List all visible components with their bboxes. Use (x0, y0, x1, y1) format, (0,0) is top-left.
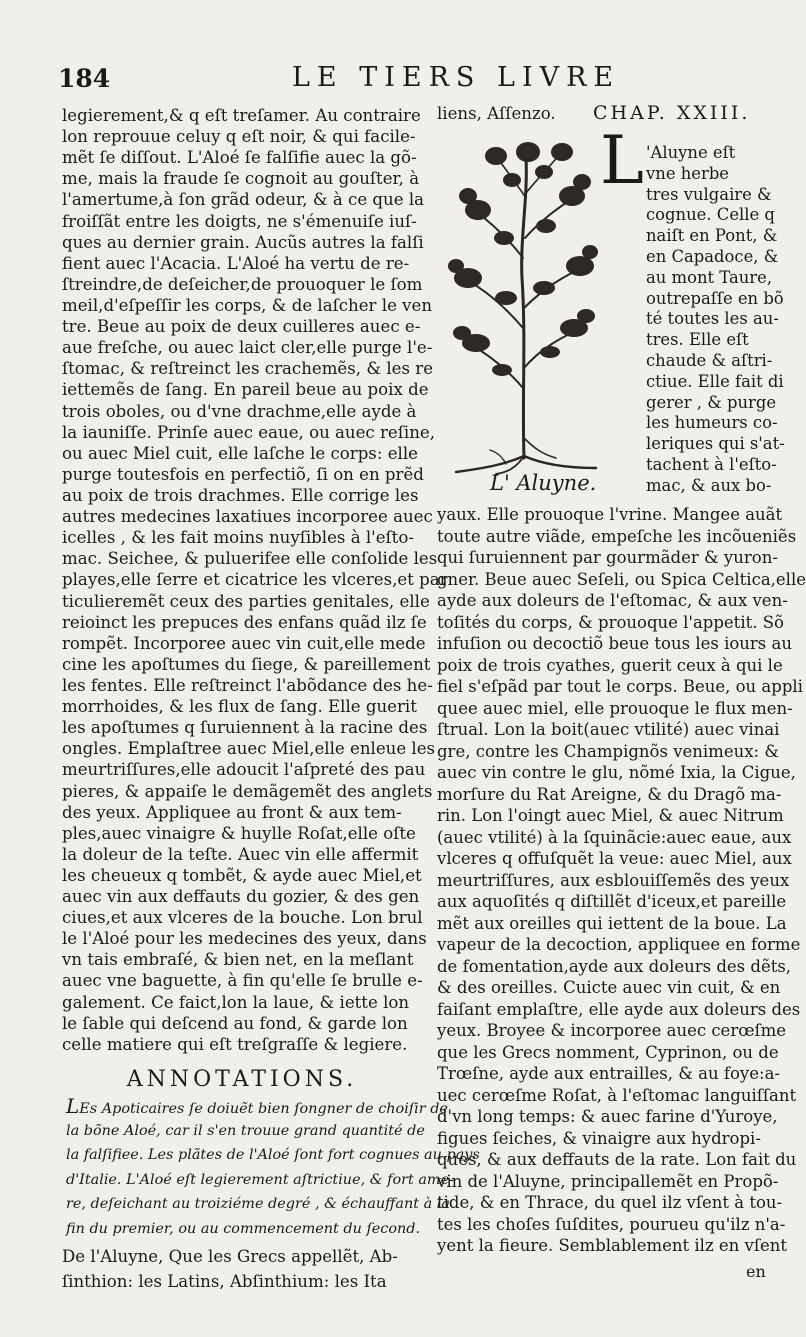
text-line: LEs Apoticaires ſe doiuẽt bien ſongner de choiſir de (66, 1094, 448, 1118)
text-line: ou auec Miel cuit, elle laſche le corps: elle (62, 443, 418, 463)
text-line: toſités du corps, & prouoque l'appetit. Sõ (437, 612, 784, 632)
text-line: meurtriſſures, aux esblouiſſemẽs des yeux (437, 870, 790, 890)
text-line: ſtreindre,de deſeicher,de prouoquer le ſom (62, 274, 423, 294)
chapter-dropcap: L (600, 122, 644, 199)
text-line: tre. Beue au poix de deux cuilleres auec e- (62, 317, 421, 337)
text-line: 'Aluyne eſt (646, 143, 736, 162)
text-line: au mont Taure, (646, 267, 773, 287)
text-line: purge toutesfois en perfectiõ, ſi on en prẽd (62, 464, 424, 484)
text-line: la doleur de la teſte. Auec vin elle affermit (62, 844, 419, 864)
annotations-title: ANNOTATIONS. (126, 1067, 358, 1092)
text-line: les cheueux q tombẽt, & ayde auec Miel,et (62, 865, 422, 885)
text-line: tide, & en Thrace, du quel ilz vſent à tou- (437, 1193, 783, 1212)
figure-caption: L' Aluyne. (490, 471, 597, 495)
text-line: infuſion ou decoctiõ beue tous les iours au (437, 634, 792, 653)
text-line: de fomentation,ayde aux doleurs des dẽts, (437, 956, 792, 976)
text-line: me, mais la fraude ſe cognoit au gouſter, à (62, 169, 420, 189)
page-number: 184 (58, 64, 111, 93)
text-line: ſtomac, & reſtreinct les crachemẽs, & les re (62, 359, 434, 379)
text-line: iettemẽs de ſang. En pareil beue au poix de (62, 380, 429, 400)
text-line: playes,elle ſerre et cicatrice les vlceres,et par (62, 570, 448, 590)
text-line: aue freſche, ou auec laict cler,elle purge l'e- (62, 338, 433, 358)
text-line: pieres, & appaiſe le demãgemẽt des anglets (62, 781, 433, 801)
text-line: vin de l'Aluyne, principallemẽt en Propõ- (437, 1171, 779, 1191)
text-line: mẽt ſe diſſout. L'Aloé ſe falſifie auec la gõ- (62, 148, 417, 168)
text-line: ques, & aux deffauts de la rate. Lon fait du (437, 1150, 797, 1169)
page-header (58, 58, 770, 98)
text-line: tachent à l'eſto- (646, 454, 777, 474)
annotations-block (66, 1094, 480, 1242)
text-line: que les Grecs nomment, Cyprinon, ou de (437, 1042, 779, 1062)
right-column (437, 503, 806, 1256)
text-line: ples,auec vinaigre & huylle Roſat,elle oſte (62, 823, 416, 843)
text-line: autres medecines laxatiues incorporee auec (62, 507, 433, 527)
text-line: fin du premier, ou au commencement du ſecond. (66, 1220, 421, 1237)
text-line: cine les apoſtumes du ſiege, & pareillement (62, 654, 431, 674)
text-line: icelles , & les fait moins nuyſibles à l'eſto- (62, 528, 414, 548)
wormwood-woodcut (446, 138, 598, 498)
text-line: en Capadoce, & (646, 246, 779, 266)
text-line: legierement,& q eſt treſamer. Au contraire (62, 106, 421, 125)
text-line: auec vin contre le glu, nõmé Ixia, la Cigue, (437, 763, 796, 782)
text-line: lon reprouue celuy q eſt noir, & qui facile- (62, 127, 416, 147)
text-line: morſure du Rat Areigne, & du Dragõ ma- (437, 784, 782, 804)
text-line: ticulieremẽt ceux des parties genitales, elle (62, 591, 430, 611)
text-line: chaude & aſtri- (646, 350, 773, 370)
text-line: ques au dernier grain. Aucũs autres la falſi (62, 232, 424, 252)
text-line: morrhoides, & les flux de ſang. Elle guerit (62, 697, 417, 717)
text-line: aux aquoſités q diſtillẽt d'iceux,et pareille (437, 892, 787, 911)
text-line: rompẽt. Incorporee auec vin cuit,elle mede (62, 633, 426, 653)
chapter-heading: CHAP. XXIII. (593, 102, 751, 124)
text-line: toute autre viãde, empeſche les incõueniẽs (437, 526, 797, 546)
text-line: qui ſuruiennent par gourmãder & yuron- (437, 548, 778, 567)
text-line: trois oboles, ou d'vne drachme,elle ayde à (62, 401, 417, 421)
text-line: vne herbe (646, 163, 730, 183)
text-line: outrepaſſe en bõ (646, 288, 784, 308)
text-line: yeux. Broyee & incorporee auec cerœſme (437, 1021, 787, 1040)
text-line: des yeux. Appliquee au front & aux tem- (62, 802, 402, 822)
left-column (62, 104, 448, 1054)
text-line: mẽt aux oreilles qui iettent de la boue. La (437, 913, 787, 933)
text-line: les humeurs co- (646, 413, 778, 433)
text-line: poix de trois cyathes, guerit ceux à qui le (437, 655, 783, 675)
text-line: faiſant emplaſtre, elle ayde aux doleurs des (437, 999, 801, 1019)
text-line: cognue. Celle q (646, 205, 775, 225)
text-line: mac. Seichee, & puluerifee elle conſolide les (62, 549, 438, 569)
text-line: ciues,et aux vlceres de la bouche. Lon brul (62, 908, 423, 928)
text-line: l'amertume,à ſon grãd odeur, & à ce que la (62, 190, 425, 210)
text-line: le l'Aloé pour les medecines des yeux, dans (62, 929, 427, 949)
text-line: gerer , & purge (646, 392, 777, 412)
text-line: au poix de trois drachmes. Elle corrige les (62, 485, 419, 505)
text-line: les apoſtumes q ſuruiennent à la racine des (62, 718, 428, 738)
text-line: yaux. Elle prouoque l'vrine. Mangee auãt (437, 505, 783, 524)
text-line: vn tais embraſé, & bien net, en la meſlant (62, 950, 414, 970)
text-line: froiſſãt entre les doigts, ne s'émenuiſe iuſ- (62, 211, 417, 231)
text-line: leriques qui s'at- (646, 434, 785, 454)
text-line: tres. Elle eſt (646, 330, 749, 350)
right-narrow-column (646, 141, 785, 495)
text-line: vlceres q offuſquẽt la veue: auec Miel, aux (437, 849, 792, 868)
running-head: LE TIERS LIVRE (292, 62, 621, 93)
left-bottom-lines (62, 1245, 422, 1295)
text-line: Trœſne, ayde aux entrailles, & au foye:a- (437, 1064, 780, 1083)
text-line: ſinthion: les Latins, Abſinthium: les Ita (62, 1271, 387, 1291)
annotations-dropcap-inline: L (66, 1094, 80, 1118)
text-line: fiel s'eſpãd par tout le corps. Beue, ou appli (437, 677, 803, 696)
text-line: ſtrual. Lon la boit(auec vtilité) auec vinai (437, 720, 780, 739)
text-line: tres vulgaire & (646, 184, 772, 204)
text-line: uec cerœſme Roſat, à l'eſtomac languiſſant (437, 1085, 797, 1105)
wormwood-plant-illustration (446, 138, 598, 473)
text-line: rin. Lon l'oingt auec Miel, & auec Nitrum (437, 806, 784, 825)
text-line: re, deſeichant au troiziéme degré , & échauffant à la (66, 1196, 450, 1213)
text-line: ctiue. Elle fait di (646, 371, 784, 391)
text-line: naiſt en Pont, & (646, 226, 778, 246)
text-line: figues ſeiches, & vinaigre aux hydropi- (437, 1128, 761, 1148)
text-line: quee auec miel, elle prouoque le flux men- (437, 698, 793, 718)
text-line: vapeur de la decoction, appliquee en forme (437, 935, 801, 954)
text-line: té toutes les au- (646, 309, 779, 329)
text-line: reioinct les prepuces des enfans quãd ilz ſe (62, 612, 427, 632)
text-line: meurtriſſures,elle adoucit l'aſpreté des pau (62, 760, 426, 780)
text-line: les fentes. Elle reſtreinct l'abõdance des he- (62, 675, 433, 695)
text-line: ayde aux doleurs de l'eſtomac, & aux ven- (437, 591, 788, 610)
text-line: mac, & aux bo- (646, 475, 772, 495)
text-line: (auec vtilité) à la ſquinãcie:auec eaue, aux (437, 827, 792, 847)
catchword: en (746, 1262, 766, 1281)
text-line: la iauniſſe. Prinſe auec eaue, ou auec reſine, (62, 422, 435, 442)
text-line: & des oreilles. Cuicte auec vin cuit, & en (437, 978, 781, 997)
text-line: le ſable qui deſcend au fond, & garde lon (62, 1013, 408, 1033)
text-line: celle matiere qui eſt treſgraſſe & legiere. (62, 1034, 408, 1054)
text-line: yent la fieure. Semblablement ilz en vſent (437, 1236, 787, 1255)
text-line: ongles. Emplaſtree auec Miel,elle enleue les (62, 739, 436, 759)
text-line: meil,d'eſpeſſir les corps, & de laſcher le ven (62, 295, 433, 315)
text-line: d'vn long temps: & auec farine d'Yuroye, (437, 1107, 778, 1126)
text-line: gre, contre les Champignõs venimeux: & (437, 741, 780, 761)
chapter-lead-text: liens, Aſſenzo. (437, 104, 556, 123)
text-line: gner. Beue auec Seſeli, ou Spica Celtica,elle (437, 569, 806, 589)
text-line: tes les choſes ſuſdites, pourueu qu'ilz n'a- (437, 1214, 786, 1234)
text-line: fient auec l'Acacia. L'Aloé ha vertu de re- (62, 253, 410, 273)
text-line: auec vin aux deffauts du gozier, & des gen (62, 887, 420, 907)
text-line: la falſifiee. Les plãtes de l'Aloé ſont fort cognues au pays (66, 1147, 480, 1164)
text-line: galement. Ce faict,lon la laue, & iette lon (62, 992, 410, 1012)
text-line: De l'Aluyne, Que les Grecs appellẽt, Ab- (62, 1247, 398, 1266)
text-line: auec vne baguette, à fin qu'elle ſe brulle e- (62, 971, 423, 991)
text-line: d'Italie. L'Aloé eſt legierement aſtrictiue, & fort ame- (66, 1171, 454, 1188)
text-line: la bõne Aloé, car il s'en trouue grand quantité de (66, 1122, 425, 1139)
